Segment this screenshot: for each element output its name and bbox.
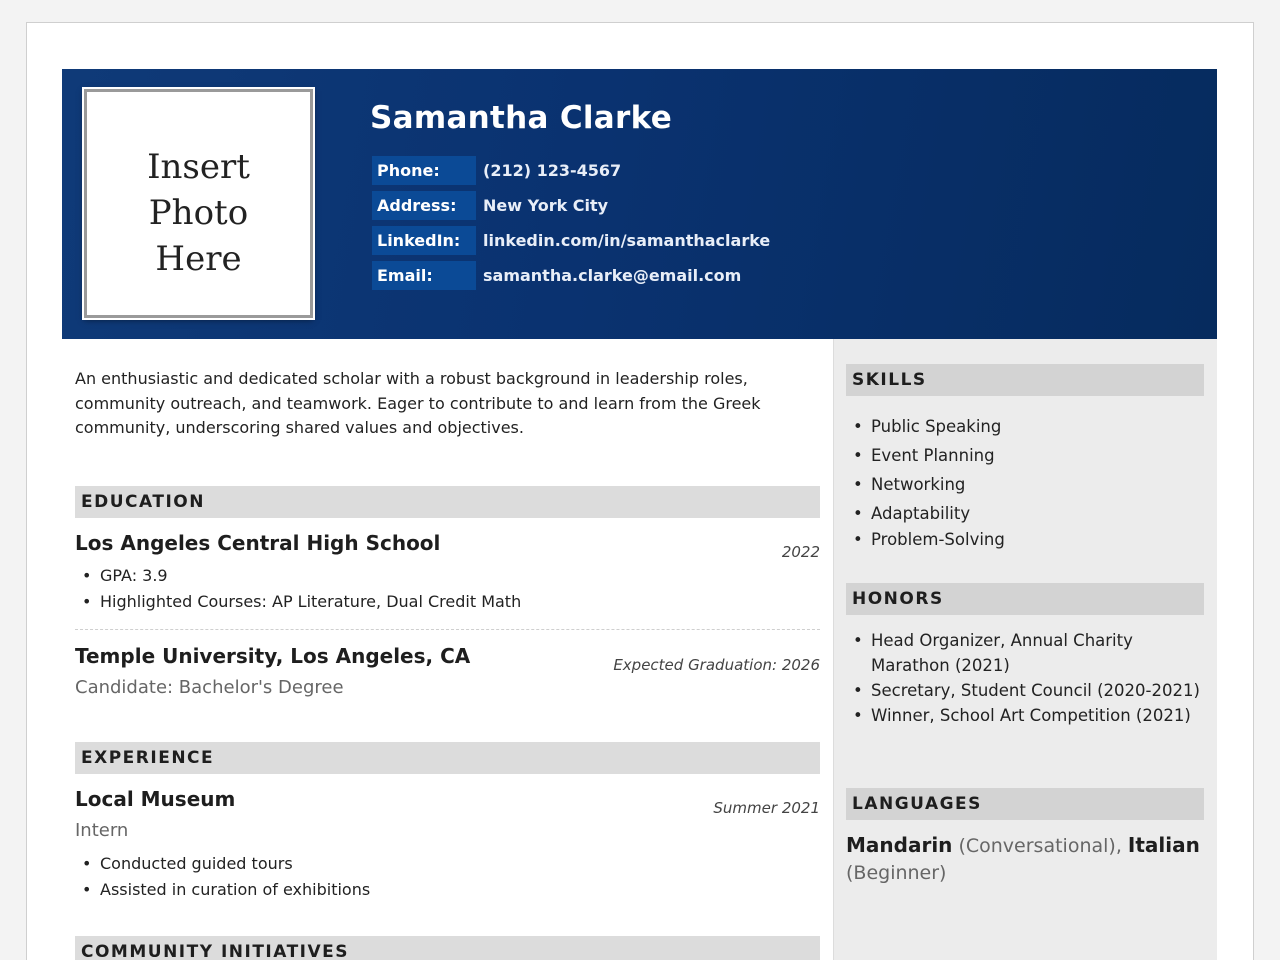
education-school-title: Los Angeles Central High School	[75, 531, 441, 555]
experience-bullets	[75, 851, 820, 902]
language-level: (Beginner)	[846, 862, 947, 884]
language-level: (Conversational)	[958, 835, 1116, 857]
list-item: • Problem-Solving	[846, 528, 1204, 552]
contact-label: LinkedIn:	[372, 226, 476, 255]
languages-text: Mandarin (Conversational), Italian (Beginner)	[846, 833, 1200, 884]
list-item: • Head Organizer, Annual Charity Marathon (2021)	[846, 628, 1204, 678]
list-item: • Networking	[846, 470, 1204, 499]
education-date: Expected Graduation: 2026	[613, 656, 820, 674]
language-name: Mandarin	[846, 833, 953, 857]
list-item: • Secretary, Student Council (2020-2021)	[846, 678, 1204, 703]
skills-heading: SKILLS	[846, 364, 1204, 396]
linkedin-link[interactable]: linkedin.com/in/samanthaclarke	[483, 231, 771, 250]
honors-heading: HONORS	[846, 583, 1204, 615]
honors-list	[846, 628, 1204, 728]
candidate-name: Samantha Clarke	[370, 100, 673, 136]
address-value: New York City	[483, 196, 609, 215]
language-name: Italian	[1127, 833, 1200, 857]
list-item: • Public Speaking	[846, 412, 1204, 441]
experience-date: Summer 2021	[713, 799, 820, 817]
experience-org-title: Local Museum	[75, 787, 236, 811]
contact-label: Phone:	[372, 156, 476, 185]
education-heading: EDUCATION	[75, 486, 820, 518]
list-item: • Assisted in curation of exhibitions	[75, 877, 820, 903]
education-degree: Candidate: Bachelor's Degree	[75, 677, 344, 698]
experience-role: Intern	[75, 820, 129, 841]
community-heading: COMMUNITY INITIATIVES	[75, 936, 820, 960]
education-bullets	[75, 563, 820, 614]
summary-text: An enthusiastic and dedicated scholar with a robust background in leadership roles, community outreach, and teamwork. Eager to contribute to and learn from the Greek community, underscoring shared values and objectives.	[75, 369, 761, 437]
list-item: • Conducted guided tours	[75, 851, 820, 877]
list-item: • Event Planning	[846, 441, 1204, 470]
list-item: • GPA: 3.9	[75, 563, 820, 589]
education-date: 2022	[781, 543, 820, 561]
photo-placeholder[interactable]	[84, 89, 313, 318]
entry-divider	[75, 629, 820, 630]
list-item: • Adaptability	[846, 499, 1204, 528]
experience-heading: EXPERIENCE	[75, 742, 820, 774]
contact-label: Email:	[372, 261, 476, 290]
list-item: • Winner, School Art Competition (2021)	[846, 703, 1204, 728]
contact-label: Address:	[372, 191, 476, 220]
phone-value: (212) 123-4567	[483, 161, 622, 180]
education-school-title: Temple University, Los Angeles, CA	[75, 644, 471, 668]
languages-heading: LANGUAGES	[846, 788, 1204, 820]
email-link[interactable]: samantha.clarke@email.com	[483, 266, 742, 285]
skills-list	[846, 412, 1204, 552]
photo-placeholder-text: Insert Photo Here	[147, 147, 250, 279]
list-item: • Highlighted Courses: AP Literature, Dual Credit Math	[75, 589, 820, 615]
